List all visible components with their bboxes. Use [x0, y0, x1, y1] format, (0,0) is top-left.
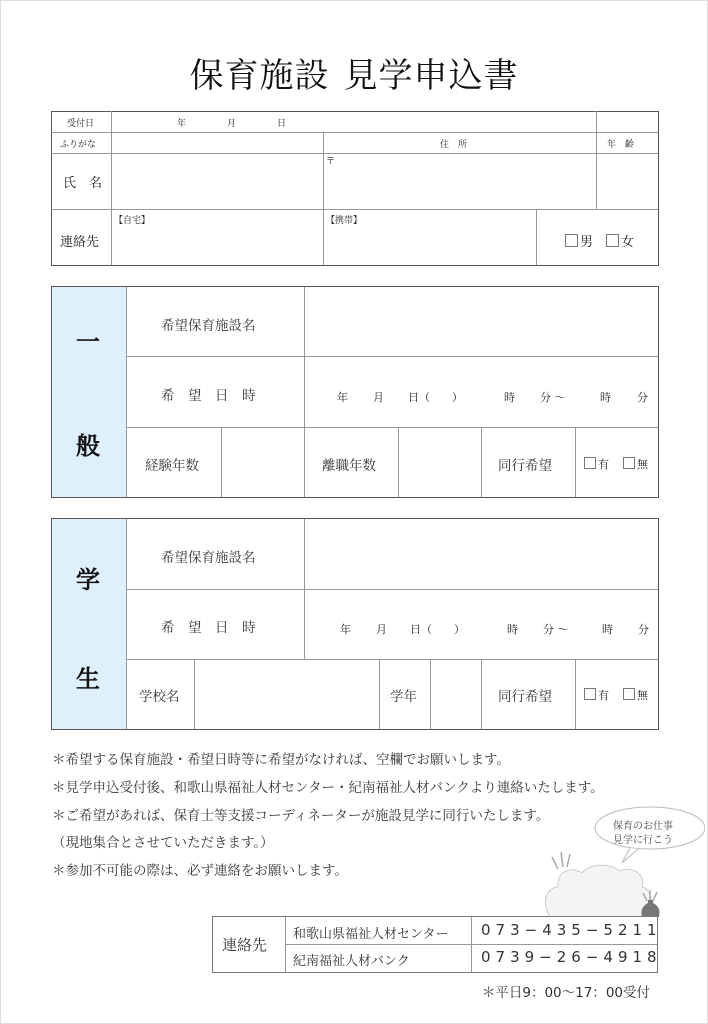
reception-month-label: 月 — [227, 119, 237, 129]
date-month: 月 — [376, 623, 387, 636]
school-name-label: 学校名 — [139, 689, 180, 705]
student-facility-label: 希望保育施設名 — [161, 550, 256, 566]
yes-label: 有 — [598, 458, 609, 471]
time-minute-2: 分 — [637, 391, 648, 404]
general-facility-label: 希望保育施設名 — [161, 318, 256, 334]
divider — [285, 944, 657, 945]
divider — [126, 287, 127, 497]
time-hour-2: 時 — [602, 623, 613, 636]
contact-hours: ＊平日9：00～17：00受付 — [481, 985, 650, 1001]
postal-mark: 〒 — [326, 157, 336, 167]
general-section-char-1: 一 — [76, 328, 100, 356]
checkbox-no[interactable] — [623, 457, 635, 469]
gender-female-label: 女 — [621, 235, 635, 250]
no-label: 無 — [637, 458, 648, 471]
divider — [575, 427, 576, 497]
reception-date-label: 受付日 — [67, 119, 95, 129]
time-minute-2: 分 — [638, 623, 649, 636]
title-part2: 見学申込書 — [343, 56, 519, 96]
experience-years-label: 経験年数 — [145, 458, 199, 474]
general-accompany-yes[interactable] — [584, 456, 609, 472]
date-year: 年 — [340, 623, 351, 636]
furigana-field[interactable] — [112, 133, 323, 153]
speech-line-2: 見学に行こう — [613, 835, 673, 846]
name-label: 氏 名 — [63, 176, 103, 191]
date-month: 月 — [373, 391, 384, 404]
student-datetime-field[interactable] — [305, 590, 658, 659]
contact-label: 連絡先 — [60, 235, 100, 250]
divider — [575, 659, 576, 729]
grade-field[interactable] — [431, 660, 481, 729]
time-hour: 時 — [504, 391, 515, 404]
date-day: 日（ ） — [408, 391, 463, 404]
home-label: 【自宅】 — [114, 216, 151, 226]
speech-line-1: 保育のお仕事 — [613, 821, 673, 832]
divider — [536, 209, 537, 265]
leave-years-label: 離職年数 — [322, 458, 376, 474]
checkbox-yes[interactable] — [584, 688, 596, 700]
note-item: ＊参加不可能の際は、必ず連絡をお願いします。 — [52, 863, 348, 879]
note-item: （現地集合とさせていただきます。） — [52, 835, 274, 851]
no-label: 無 — [637, 689, 648, 702]
page-title — [0, 48, 708, 97]
contact-phone: 073−435−5211 — [481, 921, 662, 939]
note-item: ＊ご希望があれば、保育士等支援コーディネーターが施設見学に同行いたします。 — [52, 808, 550, 824]
name-field[interactable] — [112, 154, 323, 209]
experience-years-field[interactable] — [222, 428, 304, 497]
general-datetime-field[interactable] — [305, 357, 658, 427]
checkbox-male[interactable] — [565, 234, 578, 247]
note-item: ＊見学申込受付後、和歌山県福祉人材センター・紀南福祉人材バンクより連絡いたします。 — [52, 780, 604, 796]
reception-year-label: 年 — [177, 119, 187, 129]
student-facility-field[interactable] — [305, 519, 658, 589]
student-accompany-yes[interactable] — [584, 687, 609, 703]
time-hour-2: 時 — [600, 391, 611, 404]
leave-years-field[interactable] — [399, 428, 481, 497]
divider — [481, 659, 482, 729]
general-facility-field[interactable] — [305, 287, 658, 356]
time-minute: 分 ～ — [543, 623, 569, 636]
time-hour: 時 — [507, 623, 518, 636]
illustration — [530, 805, 705, 920]
address-field[interactable] — [324, 154, 596, 209]
general-section-char-2: 般 — [76, 432, 100, 460]
divider — [481, 427, 482, 497]
school-name-field[interactable] — [195, 660, 379, 729]
divider — [126, 427, 658, 428]
date-year: 年 — [337, 391, 348, 404]
general-datetime-label: 希 望 日 時 — [161, 388, 256, 404]
checkbox-yes[interactable] — [584, 457, 596, 469]
furigana-label: ふりがな — [60, 140, 97, 150]
reception-date-field[interactable] — [112, 112, 596, 132]
gender-female-option[interactable] — [606, 231, 634, 250]
time-minute: 分 ～ — [540, 391, 566, 404]
checkbox-female[interactable] — [606, 234, 619, 247]
divider — [126, 519, 127, 729]
grade-label: 学年 — [390, 689, 417, 705]
student-accompany-no[interactable] — [623, 687, 648, 703]
date-day: 日（ ） — [410, 623, 465, 636]
student-datetime-label: 希 望 日 時 — [161, 620, 256, 636]
general-accompany-no[interactable] — [623, 456, 648, 472]
student-section-char-2: 生 — [76, 665, 100, 693]
note-item: ＊希望する保育施設・希望日時等に希望がなければ、空欄でお願いします。 — [52, 752, 510, 768]
divider — [379, 659, 380, 729]
checkbox-no[interactable] — [623, 688, 635, 700]
gender-male-label: 男 — [580, 235, 594, 250]
reception-day-label: 日 — [277, 119, 287, 129]
mobile-phone-field[interactable] — [324, 210, 536, 265]
gender-male-option[interactable] — [565, 231, 593, 250]
general-accompany-label: 同行希望 — [498, 458, 552, 474]
contact-org: 紀南福祉人材バンク — [293, 954, 410, 969]
contact-org: 和歌山県福祉人材センター — [293, 927, 449, 942]
student-section-char-1: 学 — [76, 566, 100, 594]
address-label: 住 所 — [440, 140, 468, 150]
home-phone-field[interactable] — [112, 210, 323, 265]
age-label: 年 齢 — [607, 140, 635, 150]
yes-label: 有 — [598, 689, 609, 702]
contact-table-label: 連絡先 — [222, 936, 268, 954]
contact-phone: 0739−26−4918 — [481, 948, 662, 966]
student-accompany-label: 同行希望 — [498, 689, 552, 705]
title-part1: 保育施設 — [189, 56, 330, 96]
age-field[interactable] — [597, 154, 658, 209]
mobile-label: 【携帯】 — [326, 216, 363, 226]
